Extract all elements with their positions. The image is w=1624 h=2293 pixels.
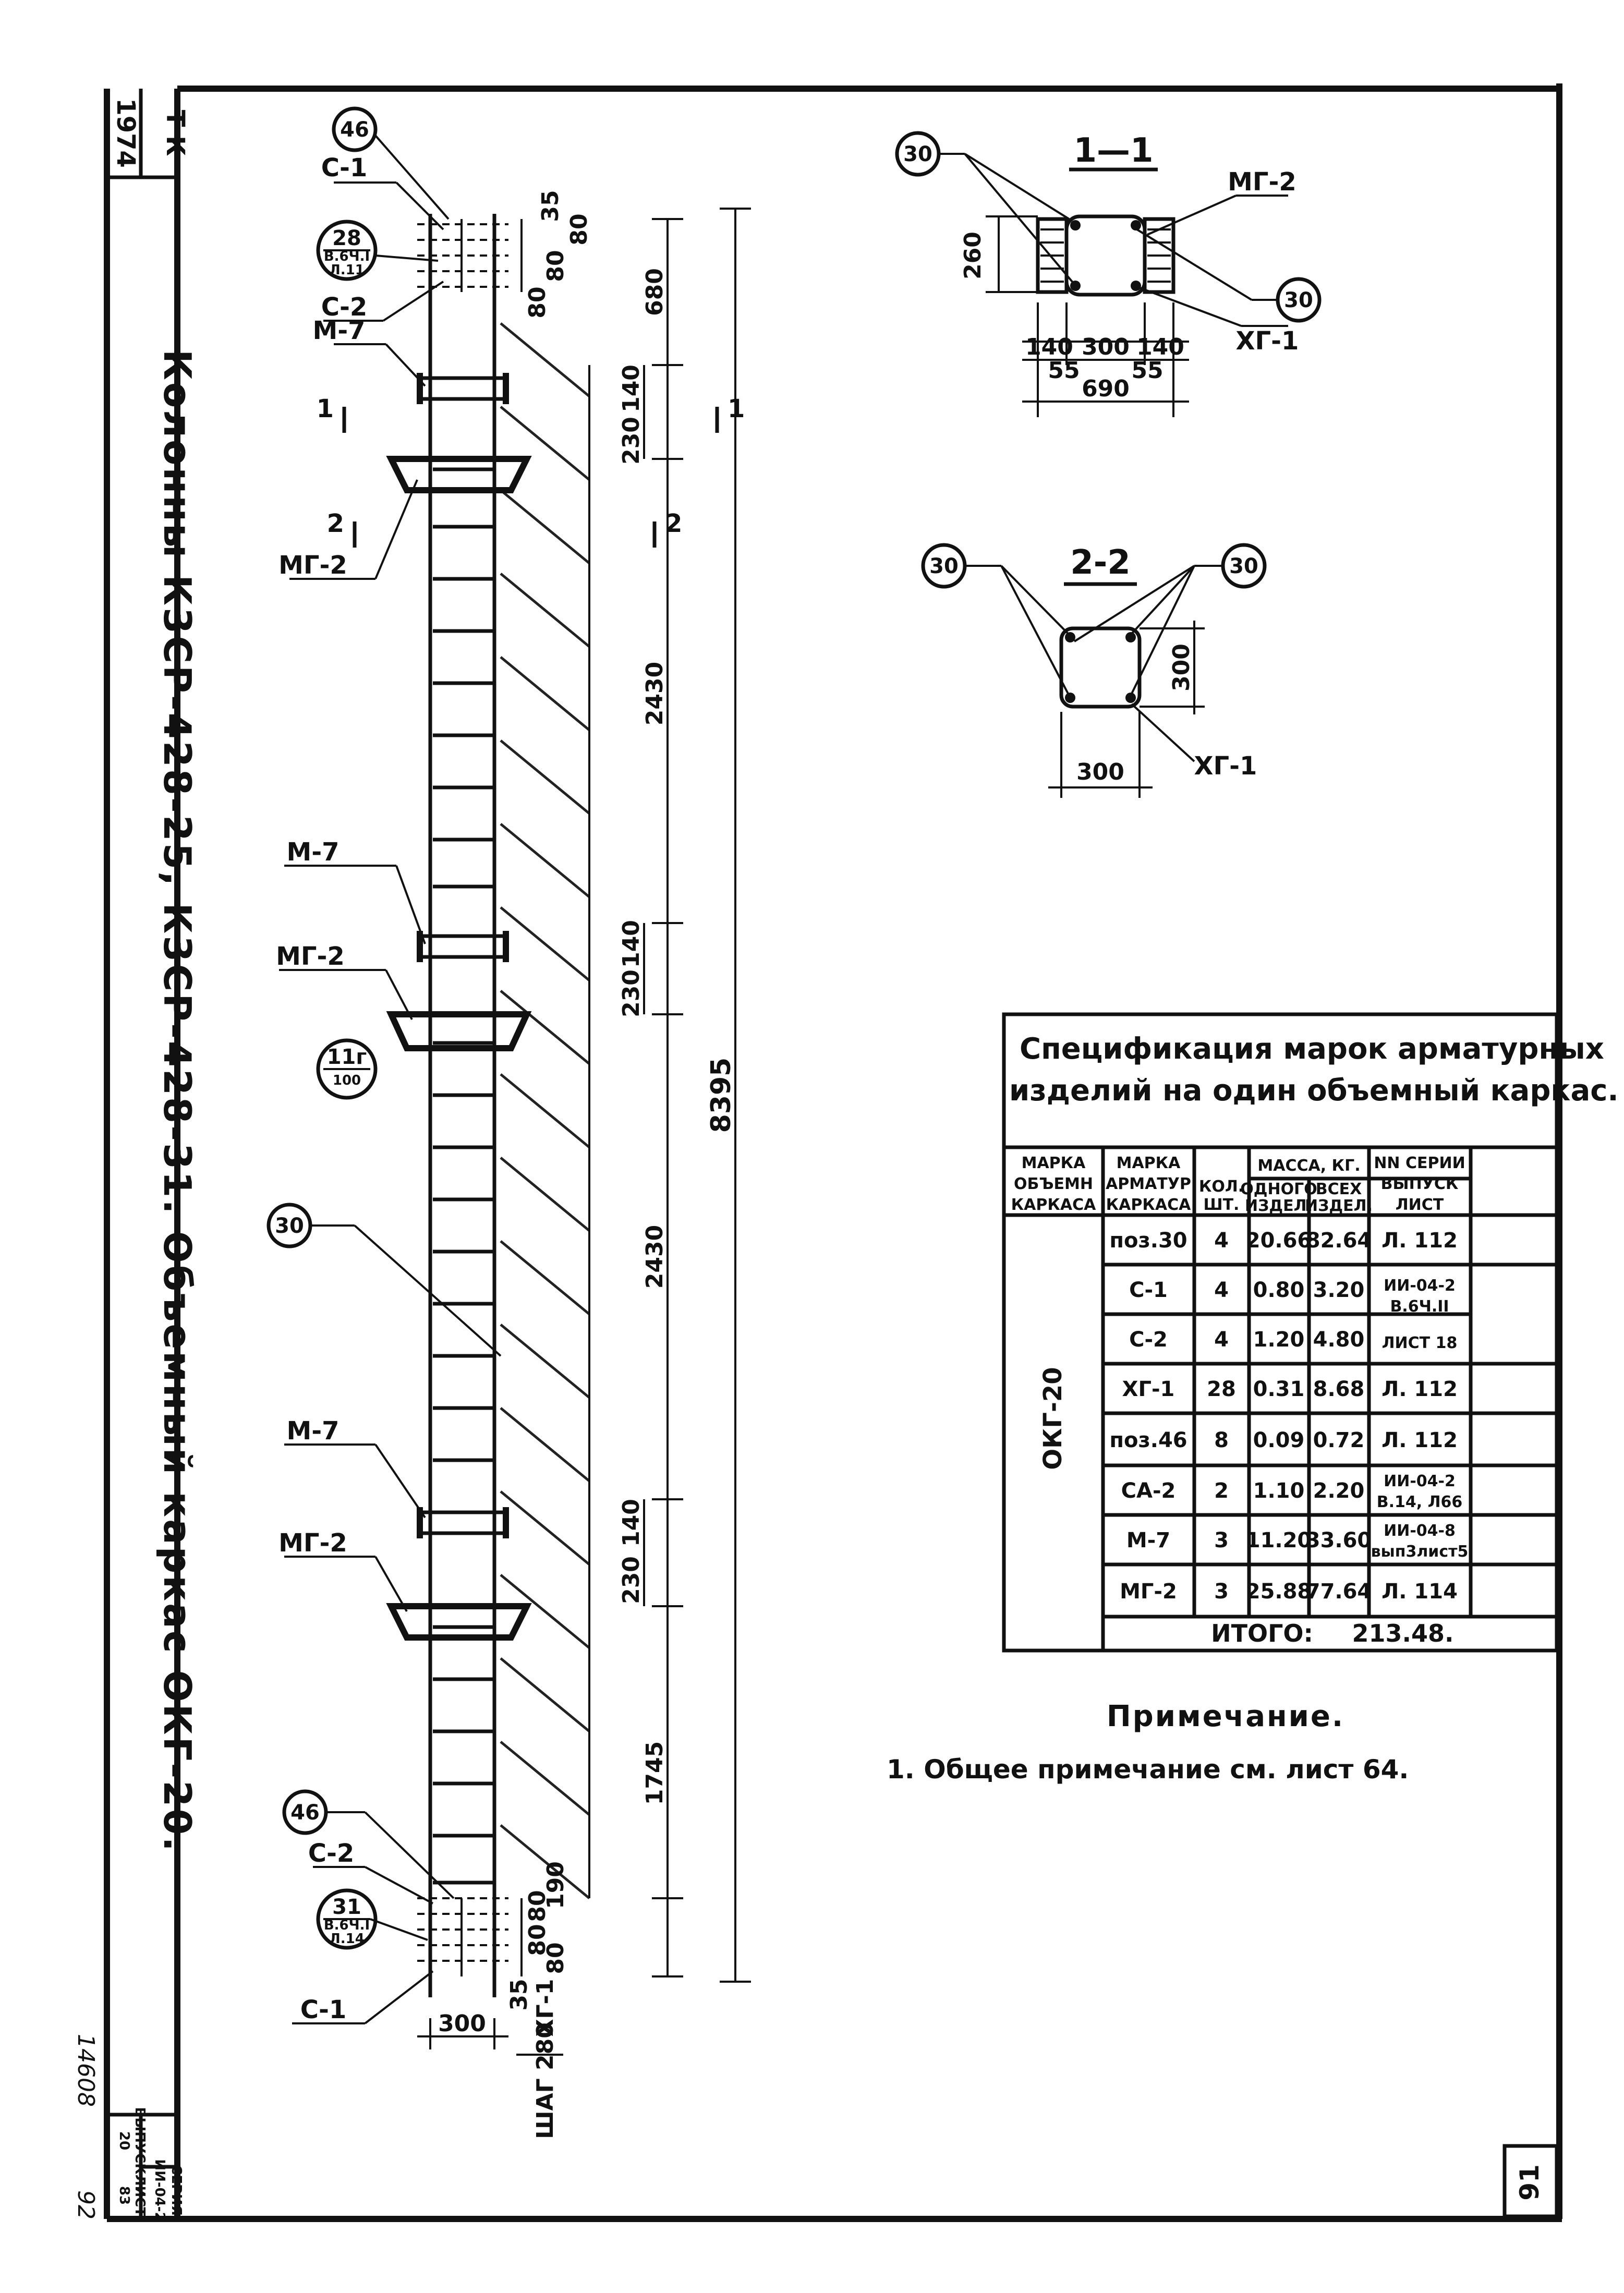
bubble-46-top-text: 46 bbox=[340, 118, 369, 142]
row7-ref1: ИИ-04-8 bbox=[1384, 1522, 1456, 1540]
row7-qty: 3 bbox=[1214, 1528, 1229, 1552]
row3-all: 4.80 bbox=[1313, 1328, 1365, 1352]
row4-ref: Л. 112 bbox=[1381, 1377, 1458, 1401]
row3-qty: 4 bbox=[1214, 1328, 1229, 1352]
bubble-28-num: 28 bbox=[332, 226, 361, 250]
notes-title: Примечание. bbox=[1106, 1700, 1345, 1733]
label-m7-2: М-7 bbox=[286, 838, 340, 867]
hdr-col3-a: КОЛ. bbox=[1198, 1178, 1244, 1196]
row7-all: 33.60 bbox=[1305, 1528, 1372, 1552]
row1-one: 20.66 bbox=[1245, 1229, 1312, 1253]
s2-bubble-right-text: 30 bbox=[1229, 554, 1258, 578]
corner-stamp bbox=[1505, 2146, 1557, 2216]
org-code: Т К bbox=[161, 110, 190, 156]
row2-one: 0.80 bbox=[1253, 1278, 1305, 1302]
label-section-1-left: 1 bbox=[316, 394, 334, 423]
row4-one: 0.31 bbox=[1253, 1377, 1305, 1401]
dim-80-b: 80 bbox=[542, 250, 569, 282]
label-mg2-1: МГ-2 bbox=[278, 551, 347, 580]
dim-1745: 1745 bbox=[641, 1741, 668, 1805]
series-label: СЕРИЯ bbox=[168, 2165, 184, 2216]
column-elevation bbox=[391, 214, 589, 1997]
row4-all: 8.68 bbox=[1313, 1377, 1365, 1401]
row7-mark: М-7 bbox=[1126, 1528, 1171, 1552]
s2-title: 2-2 bbox=[1070, 543, 1131, 582]
label-section-2-right: 2 bbox=[665, 509, 683, 538]
dim-140-2: 140 bbox=[618, 920, 645, 968]
page-number: 92 bbox=[72, 2190, 99, 2219]
hdr-col1-c: КАРКАСА bbox=[1011, 1196, 1096, 1214]
dim-35-bot: 35 bbox=[506, 1979, 532, 2011]
dim-190: 190 bbox=[542, 1861, 569, 1909]
s1-label-mg2: МГ-2 bbox=[1228, 167, 1296, 197]
row1-ref: Л. 112 bbox=[1381, 1229, 1458, 1253]
spec-table-text bbox=[1009, 1032, 1619, 1647]
row4-qty: 28 bbox=[1207, 1377, 1236, 1401]
row6-ref2: В.14, Л66 bbox=[1376, 1493, 1463, 1511]
row1-qty: 4 bbox=[1214, 1229, 1229, 1253]
vertical-title: Колонны К3СР-428-25, К3СР-428-31. Объемный каркас ОКГ-20. bbox=[155, 349, 199, 1853]
sheet-value: 83 bbox=[116, 2186, 132, 2205]
total-label: ИТОГО: bbox=[1211, 1619, 1313, 1647]
elevation-dimensions bbox=[417, 209, 751, 2055]
bubble-31-num: 31 bbox=[332, 1895, 361, 1919]
s2-label-xg1: ХГ-1 bbox=[1194, 751, 1257, 781]
dim-80-c: 80 bbox=[524, 286, 551, 319]
hdr-mass-one-a: ОДНОГО bbox=[1240, 1180, 1317, 1198]
dim-140-3: 140 bbox=[618, 1499, 645, 1547]
bubble-11g-den: 100 bbox=[332, 1073, 361, 1088]
hdr-mass-all-b: ИЗДЕЛ. bbox=[1305, 1197, 1373, 1215]
s1-dim-55-left: 55 bbox=[1048, 357, 1080, 384]
year: 1974 bbox=[111, 98, 140, 168]
spec-title-line2: изделий на один объемный каркас. bbox=[1009, 1074, 1619, 1108]
row8-all: 77.64 bbox=[1305, 1580, 1372, 1604]
row6-mark: СА-2 bbox=[1121, 1479, 1176, 1503]
row3-ref1: ЛИСТ 18 bbox=[1381, 1334, 1458, 1352]
s1-dim-140-right: 140 bbox=[1136, 334, 1184, 360]
row7-one: 11.20 bbox=[1245, 1528, 1312, 1552]
notes bbox=[887, 1700, 1409, 1785]
hdr-mass-one-b: ИЗДЕЛ. bbox=[1245, 1197, 1313, 1215]
row3-one: 1.20 bbox=[1253, 1328, 1305, 1352]
dim-230-3: 230 bbox=[618, 1556, 645, 1604]
hdr-col2-b: АРМАТУР bbox=[1106, 1175, 1191, 1193]
row5-qty: 8 bbox=[1214, 1428, 1229, 1452]
label-section-1-right: 1 bbox=[728, 394, 745, 423]
label-section-2-left: 2 bbox=[326, 509, 344, 538]
spec-title-line1: Спецификация марок арматурных bbox=[1020, 1032, 1604, 1066]
ties bbox=[433, 469, 493, 1883]
dim-35-top: 35 bbox=[537, 190, 564, 222]
dim-230-2: 230 bbox=[618, 969, 645, 1017]
label-c1-top: С-1 bbox=[321, 153, 368, 183]
row6-qty: 2 bbox=[1214, 1479, 1229, 1503]
hdr-mass-all-a: ВСЕХ bbox=[1315, 1180, 1362, 1198]
label-xg1: ХГ-1 bbox=[532, 1979, 559, 2037]
dim-140-1: 140 bbox=[618, 365, 645, 413]
label-m7-1: М-7 bbox=[312, 316, 366, 345]
dim-80-a: 80 bbox=[566, 213, 592, 246]
frame-mark: ОКГ-20 bbox=[1038, 1367, 1068, 1470]
bubble-11g-num: 11г bbox=[326, 1045, 367, 1069]
bubble-31-sheet: Л.14 bbox=[329, 1931, 365, 1947]
hdr-col6-b: ВЫПУСК bbox=[1380, 1175, 1459, 1193]
s1-dim-300: 300 bbox=[1082, 334, 1130, 360]
row8-qty: 3 bbox=[1214, 1580, 1229, 1604]
row4-mark: ХГ-1 bbox=[1122, 1377, 1175, 1401]
sheet-label: ЛИСТ bbox=[132, 2174, 148, 2217]
bubble-28-sub: В.6Ч.I bbox=[323, 249, 370, 264]
hdr-col1-b: ОБЪЕМН bbox=[1013, 1175, 1094, 1193]
dim-80-d: 80 bbox=[524, 1890, 551, 1922]
hatching bbox=[501, 323, 589, 1898]
bubble-31-sub: В.6Ч.I bbox=[323, 1918, 370, 1933]
row8-one: 25.88 bbox=[1245, 1580, 1312, 1604]
s1-bubble-right-text: 30 bbox=[1284, 288, 1313, 312]
hdr-col1-a: МАРКА bbox=[1021, 1154, 1086, 1172]
label-step: ШАГ 280 bbox=[532, 2022, 559, 2139]
dim-80-e: 80 bbox=[524, 1924, 551, 1956]
hdr-col6-a: NN СЕРИИ bbox=[1374, 1154, 1465, 1172]
s1-dim-height: 260 bbox=[960, 232, 986, 280]
s1-dim-55-right: 55 bbox=[1131, 357, 1164, 384]
dim-230-1: 230 bbox=[618, 417, 645, 465]
bubble-30-elev-text: 30 bbox=[275, 1214, 304, 1238]
label-mg2-3: МГ-2 bbox=[278, 1528, 347, 1558]
hdr-mass: МАССА, КГ. bbox=[1257, 1157, 1361, 1175]
s1-title: 1—1 bbox=[1073, 131, 1154, 170]
section-2-2-text bbox=[929, 543, 1258, 785]
total-value: 213.48. bbox=[1352, 1619, 1454, 1647]
s2-bubble-left-text: 30 bbox=[929, 554, 959, 578]
row5-ref: Л. 112 bbox=[1381, 1428, 1458, 1452]
hdr-col6-c: ЛИСТ bbox=[1395, 1196, 1444, 1214]
row7-ref2: вып3лист5 bbox=[1371, 1543, 1469, 1561]
section-1-1-text bbox=[903, 131, 1313, 402]
row2-ref2: В.6Ч.II bbox=[1390, 1297, 1449, 1316]
corner-stamp-number: 91 bbox=[1514, 2164, 1545, 2201]
hdr-col2-c: КАРКАСА bbox=[1106, 1196, 1191, 1214]
row1-mark: поз.30 bbox=[1109, 1229, 1187, 1253]
row2-ref1: ИИ-04-2 bbox=[1384, 1277, 1456, 1295]
dim-80-f: 80 bbox=[542, 1942, 569, 1974]
bubble-28-sheet: Л.11 bbox=[329, 262, 365, 278]
label-c2-top: С-2 bbox=[321, 293, 368, 322]
row8-mark: МГ-2 bbox=[1120, 1580, 1177, 1604]
row5-one: 0.09 bbox=[1253, 1428, 1305, 1452]
s1-bubble-left-text: 30 bbox=[903, 142, 932, 166]
row5-mark: поз.46 bbox=[1109, 1428, 1187, 1452]
label-mg2-2: МГ-2 bbox=[276, 942, 345, 971]
dim-total-8395: 8395 bbox=[706, 1057, 737, 1133]
issue-value: 20 bbox=[116, 2131, 132, 2151]
label-c2-bot: С-2 bbox=[308, 1839, 355, 1868]
s2-dim-300-vertical: 300 bbox=[1168, 644, 1195, 691]
row6-ref1: ИИ-04-2 bbox=[1384, 1472, 1456, 1490]
bubble-46-bot-text: 46 bbox=[290, 1801, 320, 1825]
label-m7-3: М-7 bbox=[286, 1416, 340, 1446]
label-c1-bot: С-1 bbox=[300, 1995, 347, 2024]
row5-all: 0.72 bbox=[1313, 1428, 1365, 1452]
dim-width-300: 300 bbox=[438, 2010, 486, 2037]
hdr-col2-a: МАРКА bbox=[1116, 1154, 1181, 1172]
archive-number: 14608 bbox=[72, 2034, 99, 2107]
row2-mark: С-1 bbox=[1129, 1278, 1168, 1302]
row6-all: 2.20 bbox=[1313, 1479, 1365, 1503]
dim-680: 680 bbox=[641, 268, 668, 316]
hdr-col3-b: ШТ. bbox=[1203, 1196, 1240, 1214]
s1-label-xg1: ХГ-1 bbox=[1235, 326, 1299, 356]
row2-qty: 4 bbox=[1214, 1278, 1229, 1302]
dim-2430-1: 2430 bbox=[641, 661, 668, 726]
s2-dim-300-horizontal: 300 bbox=[1076, 759, 1124, 785]
row3-mark: С-2 bbox=[1129, 1328, 1168, 1352]
notes-item-1: 1. Общее примечание см. лист 64. bbox=[887, 1754, 1409, 1785]
row6-one: 1.10 bbox=[1253, 1479, 1305, 1503]
s1-dim-690: 690 bbox=[1082, 375, 1130, 402]
series-value: ИИ-04-2 bbox=[152, 2159, 167, 2222]
row2-all: 3.20 bbox=[1313, 1278, 1365, 1302]
dim-2430-2: 2430 bbox=[641, 1224, 668, 1289]
s1-dim-140-left: 140 bbox=[1025, 334, 1073, 360]
row8-ref: Л. 114 bbox=[1381, 1580, 1458, 1604]
issue-label: ВЫПУСК bbox=[132, 2107, 148, 2175]
row1-all: 82.64 bbox=[1305, 1229, 1372, 1253]
